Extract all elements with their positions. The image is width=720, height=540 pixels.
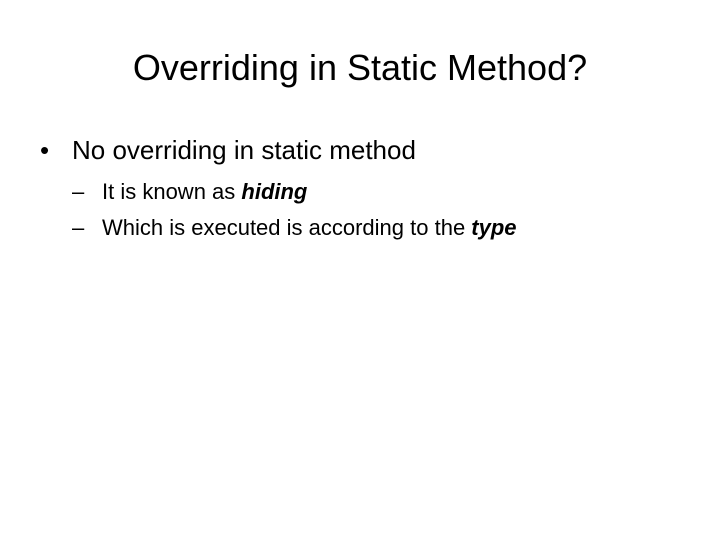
sub-bullet-plain-text: Which is executed is according to the xyxy=(102,215,472,240)
sub-bullet-item xyxy=(72,210,684,246)
bullet-text: No overriding in static method xyxy=(72,135,416,165)
sub-bullet-emphasis: type xyxy=(471,215,517,240)
sub-bullet-marker: – xyxy=(72,179,85,204)
sub-bullet-text xyxy=(102,210,517,246)
sub-bullet-list xyxy=(36,174,684,246)
bullet-marker: • xyxy=(40,135,50,165)
bullet-item xyxy=(36,132,684,168)
sub-bullet-item xyxy=(72,174,684,210)
sub-bullet-text xyxy=(102,174,307,210)
sub-bullet-emphasis: hiding xyxy=(241,179,308,204)
sub-bullet-marker: – xyxy=(72,215,85,240)
sub-bullet-plain-text: It is known as xyxy=(102,179,242,204)
slide-title: Overriding in Static Method? xyxy=(132,47,588,88)
slide-content xyxy=(36,132,684,246)
